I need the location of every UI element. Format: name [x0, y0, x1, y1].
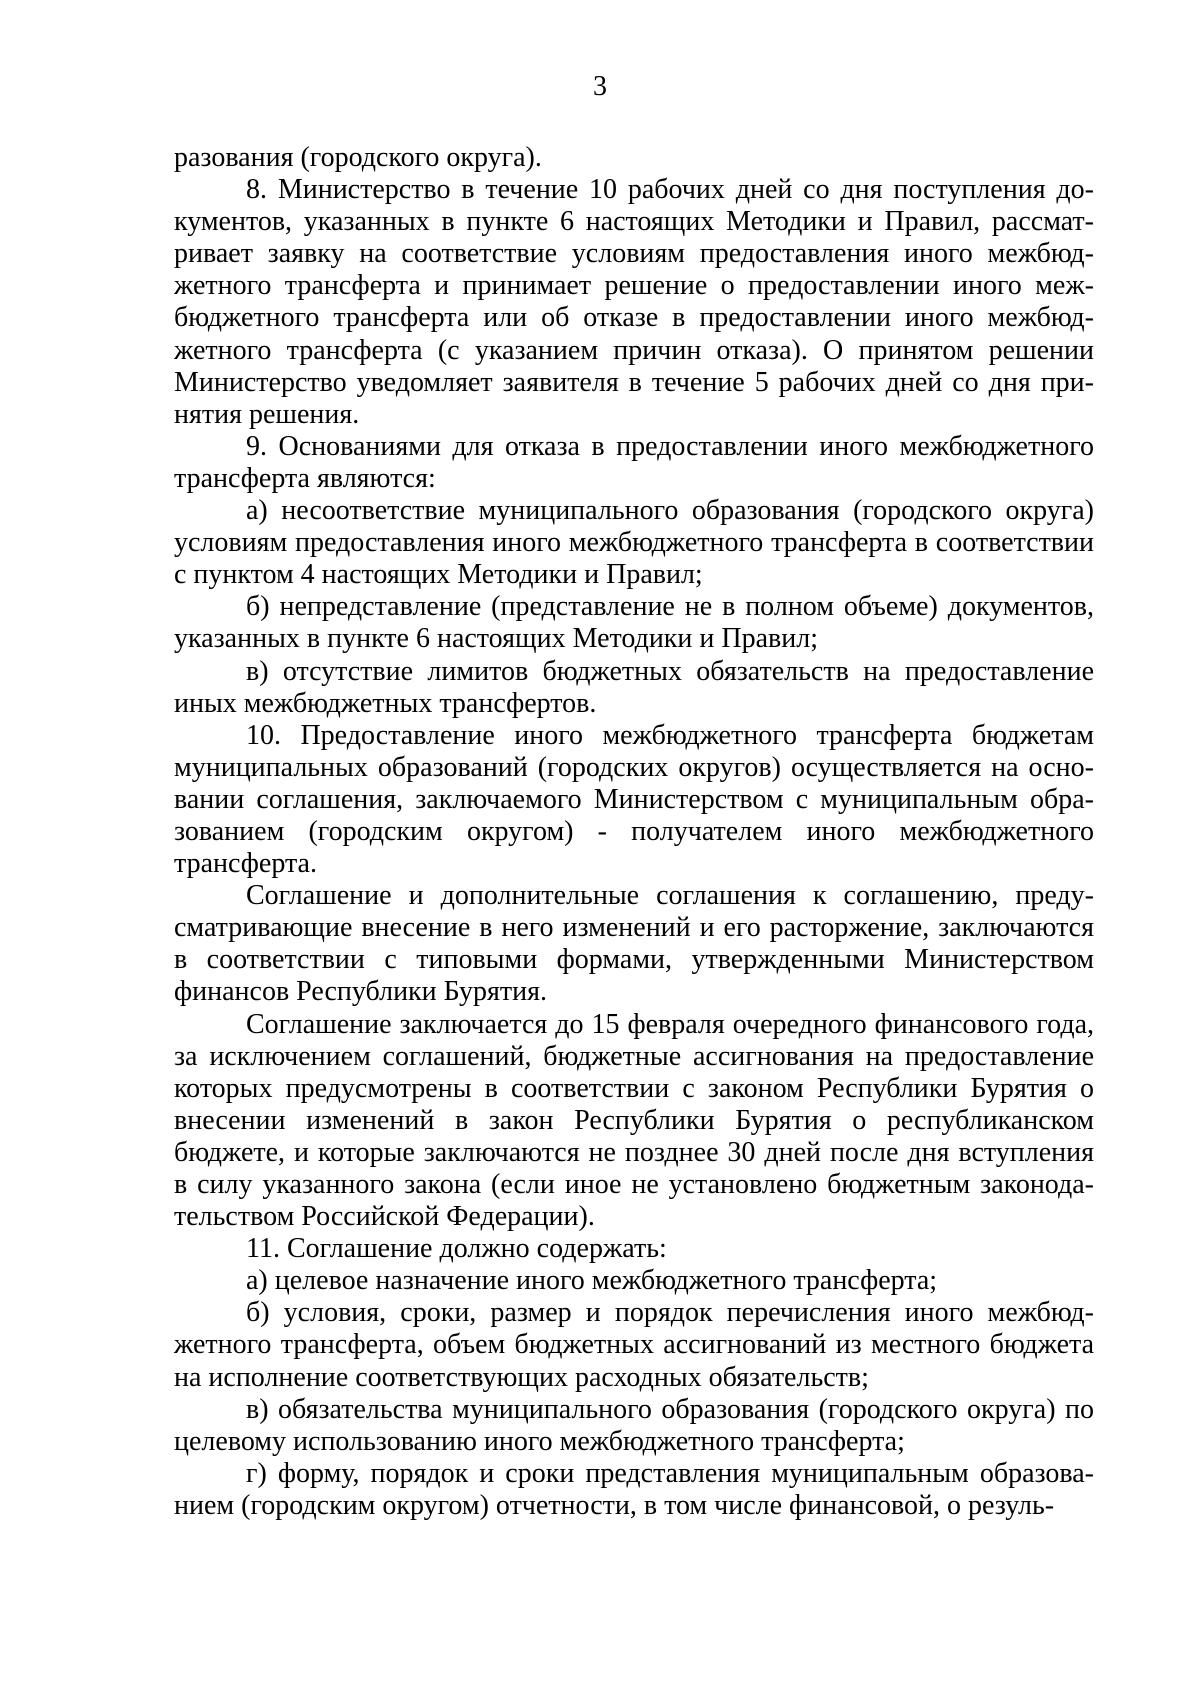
paragraph-item-9v: в) отсутствие лимитов бюджетных обязательств на предоставление иных межбюджетных трансфертов.: [174, 655, 1094, 719]
paragraph-item-9b: б) непредставление (представление не в полном объеме) документов, указанных в пункте 6 настоящих Методики и Правил;: [174, 591, 1094, 655]
paragraph-item-9a: а) несоответствие муниципального образования (городского округа) условиям предоставления иного межбюджетного трансферта в соответствии с пунктом 4 настоящих Методики и Правил;: [174, 495, 1094, 591]
document-body: [174, 142, 1094, 1522]
paragraph-item-9: 9. Основаниями для отказа в предоставлении иного межбюджетного трансферта являются:: [174, 430, 1094, 494]
paragraph-agreement-forms: Соглашение и дополнительные соглашения к соглашению, предусматривающие внесение в него изменений и его расторжение, заключаются в соответствии с типовыми формами, утвержденными Министерством финансов Республики Бурятия.: [174, 880, 1094, 1008]
paragraph-item-11b: б) условия, сроки, размер и порядок перечисления иного межбюджетного трансферта, объем бюджетных ассигнований из местного бюджета на исполнение соответствующих расходных обязательств;: [174, 1297, 1094, 1393]
paragraph-item-10: 10. Предоставление иного межбюджетного трансферта бюджетам муниципальных образований (городских округов) осуществляется на основании соглашения, заключаемого Министерством с муниципальным образованием (городским округом) - получателем иного межбюджетного трансферта.: [174, 719, 1094, 880]
paragraph-agreement-deadline: Соглашение заключается до 15 февраля очередного финансового года, за исключением соглашений, бюджетные ассигнования на предоставление которых предусмотрены в соответствии с законом Республики Бурятия о внесении изменений в закон Республики Бурятия о республиканском бюджете, и которые заключаются не позднее 30 дней после дня вступления в силу указанного закона (если иное не установлено бюджетным законодательством Российской Федерации).: [174, 1008, 1094, 1233]
page-number: 3: [593, 71, 607, 102]
paragraph-item-11v: в) обязательства муниципального образования (городского округа) по целевому использованию иного межбюджетного трансферта;: [174, 1393, 1094, 1457]
paragraph-item-11a: а) целевое назначение иного межбюджетного трансферта;: [246, 1265, 938, 1297]
paragraph-continuation: разования (городского округа).: [174, 142, 542, 173]
paragraph-item-11: 11. Соглашение должно содержать:: [246, 1233, 667, 1265]
paragraph-item-8: 8. Министерство в течение 10 рабочих дней со дня поступления документов, указанных в пункте 6 настоящих Методики и Правил, рассматривает заявку на соответствие условиям предоставления иного межбюджетного трансферта и принимает решение о предоставлении иного межбюджетного трансферта или об отказе в предоставлении иного межбюджетного трансферта (с указанием причин отказа). О принятом решении Министерство уведомляет заявителя в течение 5 рабочих дней со дня принятия решения.: [174, 174, 1094, 430]
paragraph-item-11g: г) форму, порядок и сроки представления муниципальным образованием (городским округом) отчетности, в том числе финансовой, о резуль-: [174, 1457, 1094, 1521]
